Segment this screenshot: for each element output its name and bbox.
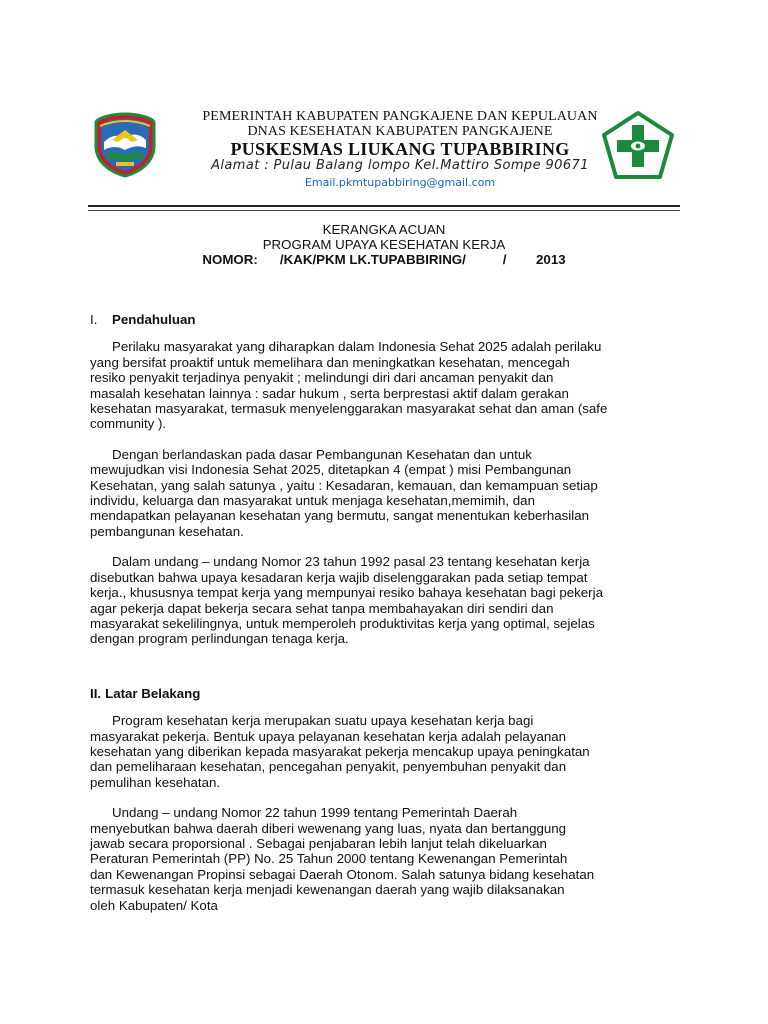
department-name: DNAS KESEHATAN KABUPATEN PANGKAJENE bbox=[247, 124, 553, 139]
text-line: dan pemeliharaan kesehatan, pencegahan penyakit, penyembuhan penyakit dan bbox=[90, 759, 567, 775]
text-line: masyarakat sekelilingnya, untuk memperoleh produktivitas kerja yang optimal, sejelas bbox=[90, 615, 595, 631]
document-body bbox=[90, 302, 690, 928]
paragraph bbox=[90, 805, 690, 913]
section-title: Pendahuluan bbox=[112, 312, 196, 327]
text-line: masalah kesehatan lainnya : sadar hukum , serta berprestasi aktif dalam gerakan bbox=[90, 385, 569, 401]
text-line: kerja., khususnya tempat kerja yang mempunyai resiko bahaya kesehatan bagi pekerja bbox=[90, 585, 603, 601]
section-heading-pendahuluan bbox=[90, 312, 690, 327]
document-subtitle: PROGRAM UPAYA KESEHATAN KERJA bbox=[262, 237, 506, 252]
regency-emblem-icon bbox=[94, 112, 156, 178]
text-line: kesehatan yang diberikan kepada masyarakat pekerja mencakup upaya peningkatan bbox=[90, 743, 590, 759]
section-number: II. bbox=[90, 685, 102, 701]
letterhead-divider-thick bbox=[88, 205, 680, 207]
text-line: Kesehatan, yang salah satunya , yaitu : Kesadaran, kemauan, dan kemampuan setiap bbox=[90, 477, 598, 493]
text-line: pemulihan kesehatan. bbox=[90, 774, 221, 790]
section-title: Latar Belakang bbox=[105, 685, 201, 701]
institution-name: PUSKESMAS LIUKANG TUPABBIRING bbox=[230, 139, 570, 159]
text-line: Perilaku masyarakat yang diharapkan dalam Indonesia Sehat 2025 adalah perilaku bbox=[112, 339, 602, 355]
paragraph bbox=[90, 447, 690, 539]
text-line: disebutkan bahwa upaya kesadaran kerja wajib diselenggarakan pada setiap tempat bbox=[90, 569, 588, 585]
text-line: kesehatan masyarakat, termasuk menyelenggarakan masyarakat sehat dan aman (safe bbox=[90, 401, 608, 417]
letterhead-divider-thin bbox=[88, 210, 680, 211]
text-line: Peraturan Pemerintah (PP) No. 25 Tahun 2000 tentang Kewenangan Pemerintah bbox=[90, 851, 568, 867]
text-line: jawab secara proporsional . Sebagai penjabaran lebih lanjut telah dikeluarkan bbox=[90, 835, 547, 851]
text-line: oleh Kabupaten/ Kota bbox=[90, 897, 218, 913]
text-line: dengan program perlindungan tenaga kerja. bbox=[90, 631, 349, 647]
text-line: yang bersifat proaktif untuk memelihara dan meningkatkan kesehatan, mencegah bbox=[90, 354, 570, 370]
text-line: community ). bbox=[90, 416, 167, 432]
paragraph bbox=[90, 554, 690, 646]
text-line: mendapatkan pelayanan kesehatan yang bermutu, sangat menentukan keberhasilan bbox=[90, 508, 589, 524]
text-line: Dalam undang – undang Nomor 23 tahun 1992 pasal 23 tentang kesehatan kerja bbox=[112, 554, 590, 570]
address-line: Alamat : Pulau Balang lompo Kel.Mattiro Sompe 90671 bbox=[211, 158, 589, 173]
text-line: resiko penyakit terjadinya penyakit ; melindungi diri dari ancaman penyakit dan bbox=[90, 370, 554, 386]
paragraph bbox=[90, 339, 690, 431]
section-spacer bbox=[90, 662, 690, 676]
document-title: KERANGKA ACUAN bbox=[322, 222, 446, 237]
text-line: Undang – undang Nomor 22 tahun 1999 tentang Pemerintah Daerah bbox=[112, 805, 518, 821]
email-line: Email.pkmtupabbiring@gmail.com bbox=[304, 176, 496, 189]
text-line: Program kesehatan kerja merupakan suatu upaya kesehatan kerja bagi bbox=[112, 713, 534, 729]
text-line: menyebutkan bahwa daerah diberi wewenang yang luas, nyata dan bertanggung bbox=[90, 820, 567, 836]
section-number: I. bbox=[90, 312, 98, 327]
text-line: individu, keluarga dan masyarakat untuk menjaga kesehatan,memimih, dan bbox=[90, 493, 535, 509]
government-name: PEMERINTAH KABUPATEN PANGKAJENE DAN KEPULAUAN bbox=[202, 109, 598, 124]
text-line: masyarakat pekerja. Bentuk upaya pelayanan kesehatan kerja adalah pelayanan bbox=[90, 728, 567, 744]
section-heading-latar-belakang bbox=[90, 686, 690, 701]
text-line: mewujudkan visi Indonesia Sehat 2025, ditetapkan 4 (empat ) misi Pembangunan bbox=[90, 462, 572, 478]
document-number: NOMOR: /KAK/PKM LK.TUPABBIRING/ / 2013 bbox=[202, 252, 566, 267]
text-line: Dengan berlandaskan pada dasar Pembangunan Kesehatan dan untuk bbox=[112, 446, 532, 462]
text-line: dan Kewenangan Propinsi sebagai Daerah Otonom. Salah satunya bidang kesehatan bbox=[90, 866, 595, 882]
paragraph bbox=[90, 713, 690, 790]
text-line: termasuk kesehatan kerja menjadi kewenangan daerah yang wajib dilaksanakan bbox=[90, 882, 565, 898]
text-line: pembangunan kesehatan. bbox=[90, 523, 244, 539]
text-line: agar pekerja dapat bekerja secara sehat tanpa membahayakan diri sendiri dan bbox=[90, 600, 554, 616]
